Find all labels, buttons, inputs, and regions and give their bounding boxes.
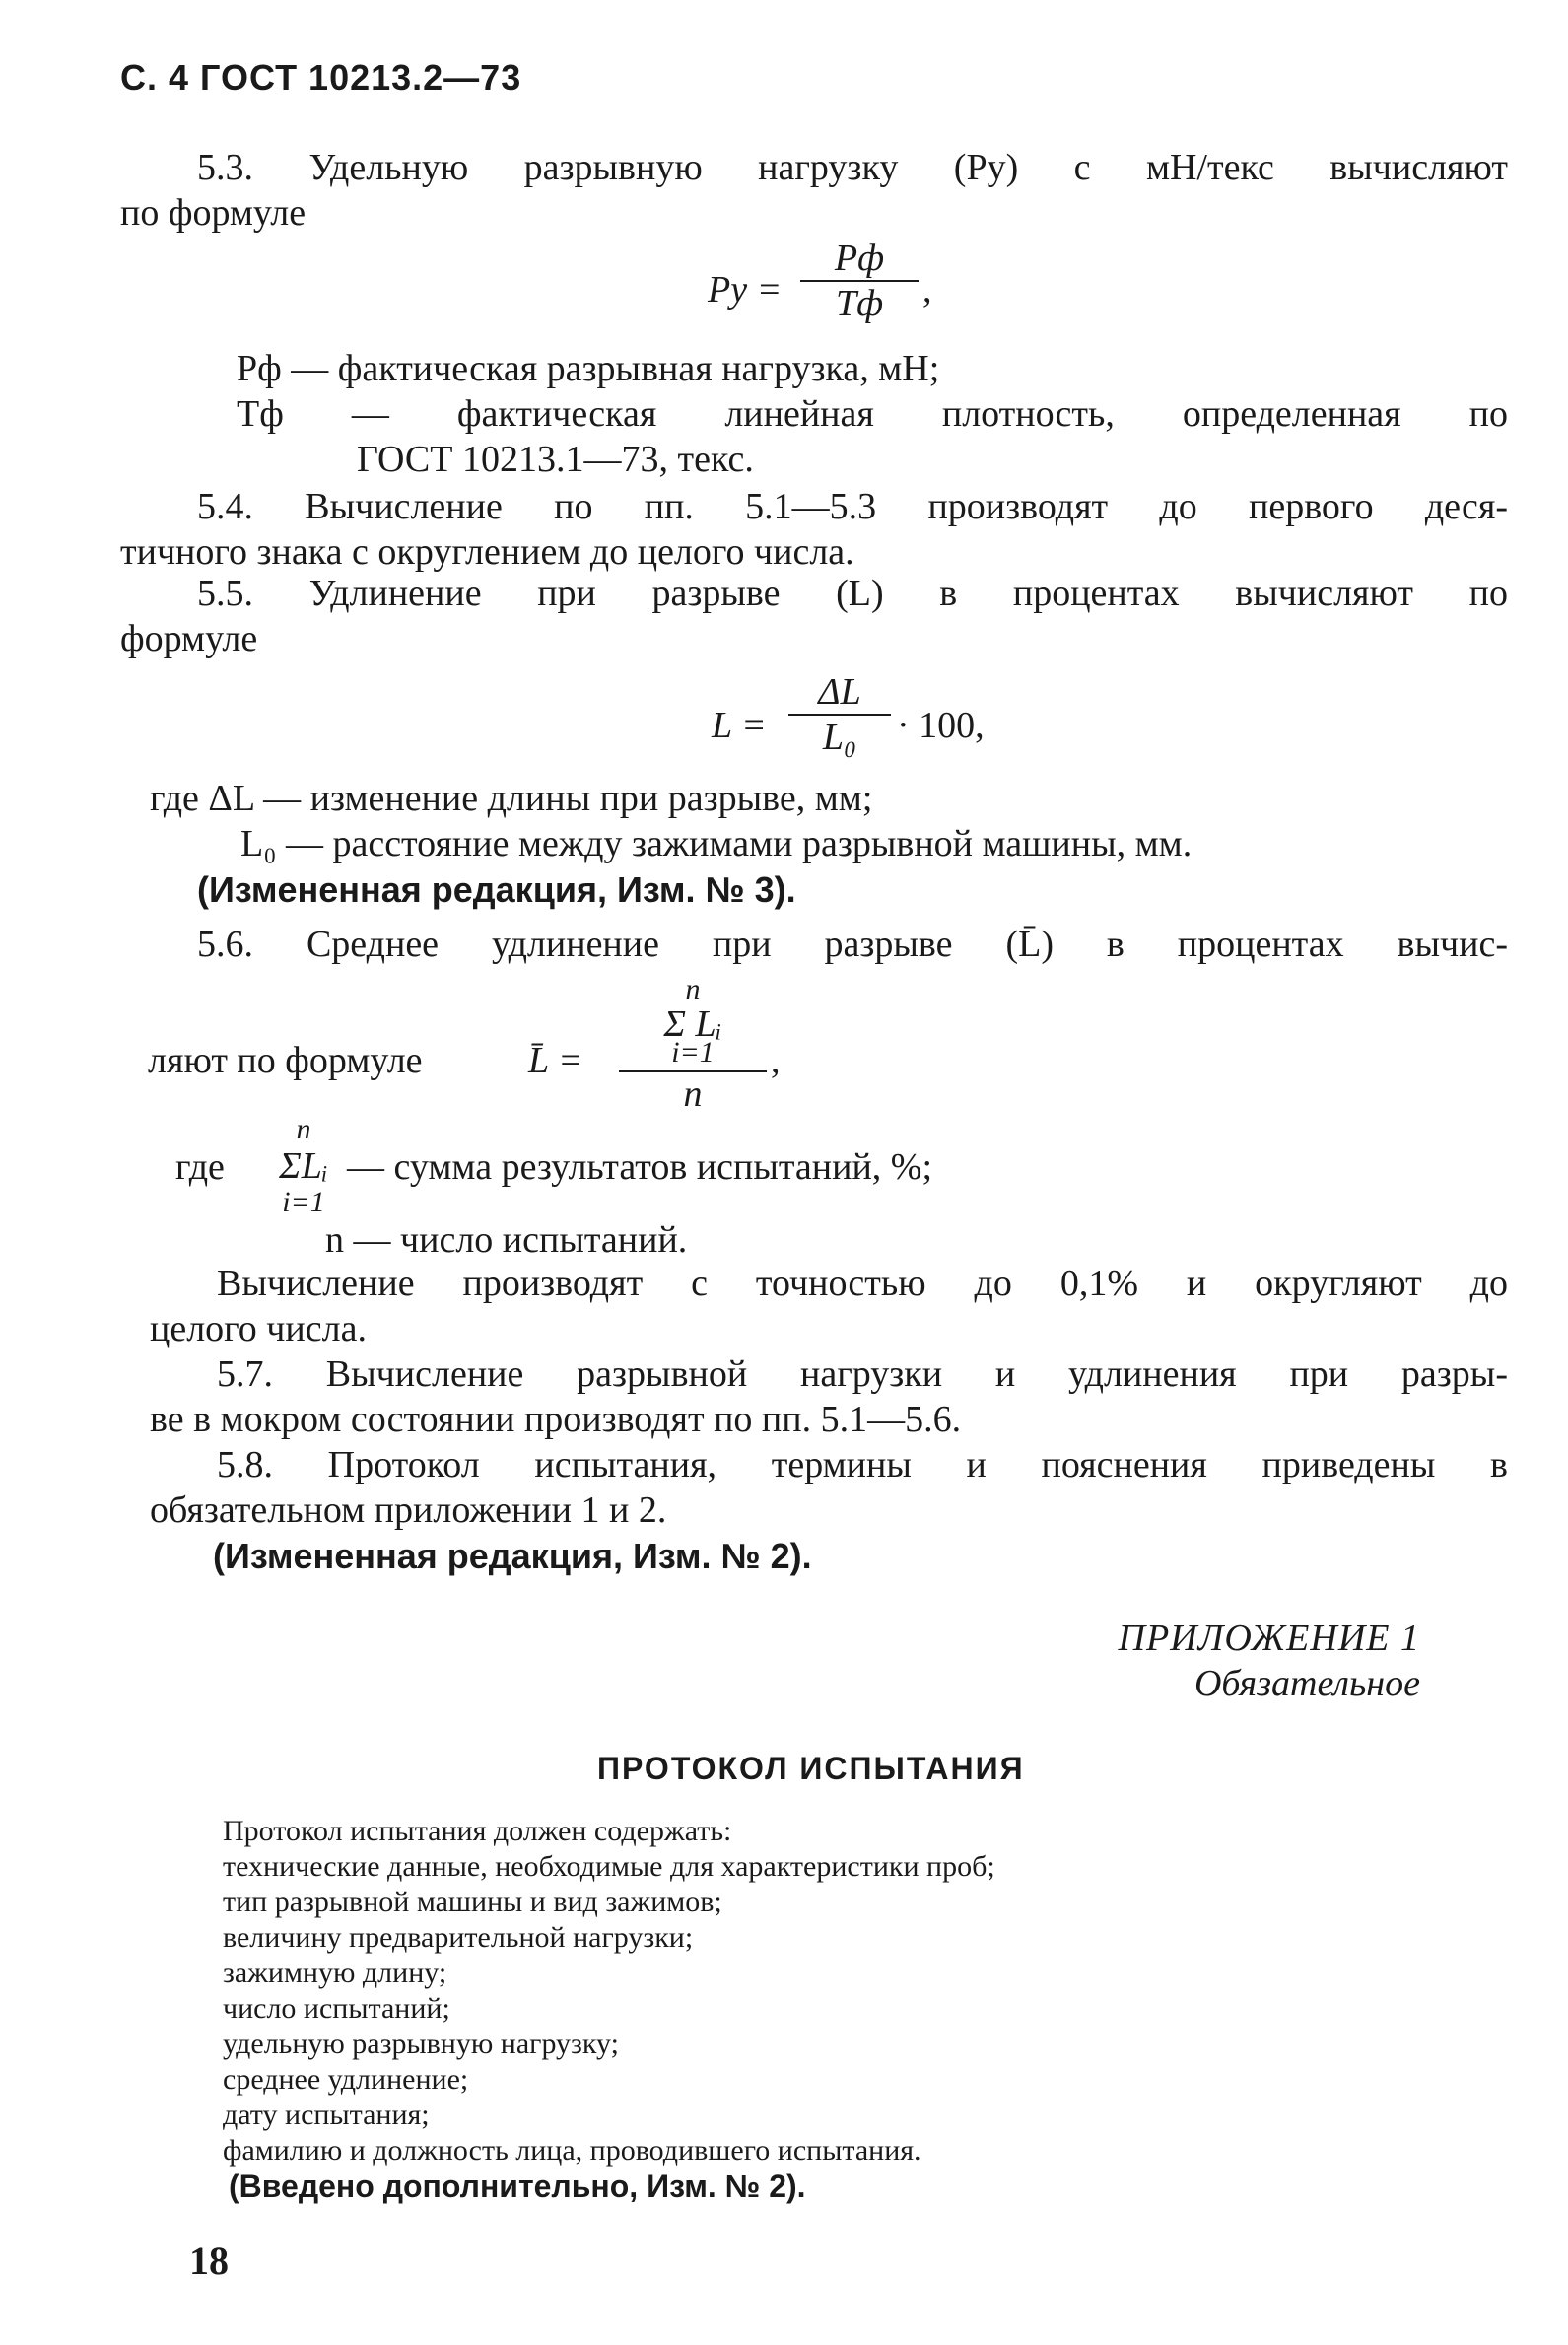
amendment-note-2: (Измененная редакция, Изм. № 2).	[213, 1536, 812, 1576]
formula-5-3-lhs: Pу =	[708, 269, 783, 310]
definition-delta-l: где ΔL — изменение длины при разрыве, мм;	[150, 778, 873, 819]
running-head: С. 4 ГОСТ 10213.2—73	[120, 57, 522, 98]
section-5-5-line2: формуле	[120, 618, 258, 659]
section-5-4-line1: 5.4. Вычисление по пп. 5.1—5.3 производят до первого деся-	[197, 486, 1508, 527]
protocol-item: среднее удлинение;	[223, 2063, 469, 2096]
appendix-label: ПРИЛОЖЕНИЕ 1	[1118, 1618, 1420, 1659]
section-5-5-line1: 5.5. Удлинение при разрыве (L) в процентах вычисляют по	[197, 573, 1508, 614]
formula-5-6-lhs: L̄ =	[528, 1040, 583, 1081]
sum-lower-limit: i=1	[671, 1036, 715, 1069]
protocol-intro: Протокол испытания должен содержать:	[223, 1815, 732, 1847]
definition-t-f-cont: ГОСТ 10213.1—73, текс.	[357, 439, 754, 480]
formula-5-6-tail: ,	[771, 1040, 781, 1081]
formula-5-5-numerator: ΔL	[818, 671, 861, 713]
section-5-3-line2: по формуле	[120, 192, 307, 234]
protocol-item: технические данные, необходимые для характеристики проб;	[223, 1850, 995, 1883]
protocol-item: удельную разрывную нагрузку;	[223, 2028, 619, 2060]
formula-5-5-fraction	[788, 670, 891, 759]
appendix-status: Обязательное	[1193, 1663, 1420, 1704]
page-number: 18	[189, 2239, 229, 2283]
section-5-8-line1: 5.8. Протокол испытания, термины и пояснения приведены в	[217, 1444, 1508, 1485]
definition-t-f: Tф — фактическая линейная плотность, определенная по	[237, 393, 1508, 435]
sum-upper-limit: n	[685, 973, 701, 1005]
precision-line2: целого числа.	[150, 1308, 367, 1349]
section-5-7-line1: 5.7. Вычисление разрывной нагрузки и удлинения при разры-	[217, 1353, 1508, 1395]
definition-l0: L₀ — расстояние между зажимами разрывной машины, мм.	[240, 823, 1193, 864]
appendix-amendment-note: (Введено дополнительно, Изм. № 2).	[229, 2169, 806, 2204]
sum-expression: ΣLᵢ	[279, 1145, 328, 1187]
formula-5-6-numerator: Σ Lᵢ	[663, 1003, 722, 1045]
formula-5-6-denominator: n	[683, 1073, 703, 1115]
section-5-6-line1: 5.6. Среднее удлинение при разрыве (L̄) в процентах вычис-	[197, 924, 1508, 965]
definition-n: n — число испытаний.	[325, 1219, 688, 1261]
sum-upper-limit: n	[296, 1113, 311, 1145]
formula-5-5-lhs: L =	[712, 705, 767, 746]
section-5-3-line1: 5.3. Удельную разрывную нагрузку (Pу) с мН/текс вычисляют	[197, 147, 1508, 188]
precision-line1: Вычисление производят с точностью до 0,1% и округляют до	[217, 1263, 1508, 1304]
section-5-6-line2: ляют по формуле	[148, 1040, 423, 1081]
sum-lower-limit: i=1	[282, 1186, 325, 1218]
protocol-item: величину предварительной нагрузки;	[223, 1921, 694, 1954]
amendment-note-3: (Измененная редакция, Изм. № 3).	[197, 869, 796, 910]
appendix-title: ПРОТОКОЛ ИСПЫТАНИЯ	[597, 1751, 1025, 1786]
formula-5-6-fraction	[619, 972, 767, 1116]
formula-5-3-fraction	[800, 237, 919, 325]
protocol-item: дату испытания;	[223, 2099, 430, 2131]
formula-5-3-denominator: Tф	[835, 283, 884, 324]
protocol-item: тип разрывной машины и вид зажимов;	[223, 1886, 722, 1918]
definition-sum-prefix: где	[175, 1146, 225, 1188]
protocol-item: фамилию и должность лица, проводившего испытания.	[223, 2134, 921, 2167]
protocol-item: зажимную длину;	[223, 1957, 447, 1989]
protocol-item: число испытаний;	[223, 1992, 450, 2025]
formula-5-5-tail: · 100,	[897, 705, 985, 746]
formula-5-5-denominator: L₀	[822, 717, 857, 758]
definition-sum-text: — сумма результатов испытаний, %;	[347, 1146, 933, 1188]
section-5-7-line2: ве в мокром состоянии производят по пп. 5.1—5.6.	[150, 1399, 962, 1440]
formula-5-3-tail: ,	[922, 269, 932, 310]
section-5-8-line2: обязательном приложении 1 и 2.	[150, 1489, 667, 1531]
definition-p-f: Pф — фактическая разрывная нагрузка, мН;	[237, 348, 940, 389]
formula-5-3-numerator: Pф	[834, 238, 885, 279]
definition-sum-symbol	[264, 1112, 343, 1220]
section-5-4-line2: тичного знака с округлением до целого числа.	[120, 531, 854, 573]
